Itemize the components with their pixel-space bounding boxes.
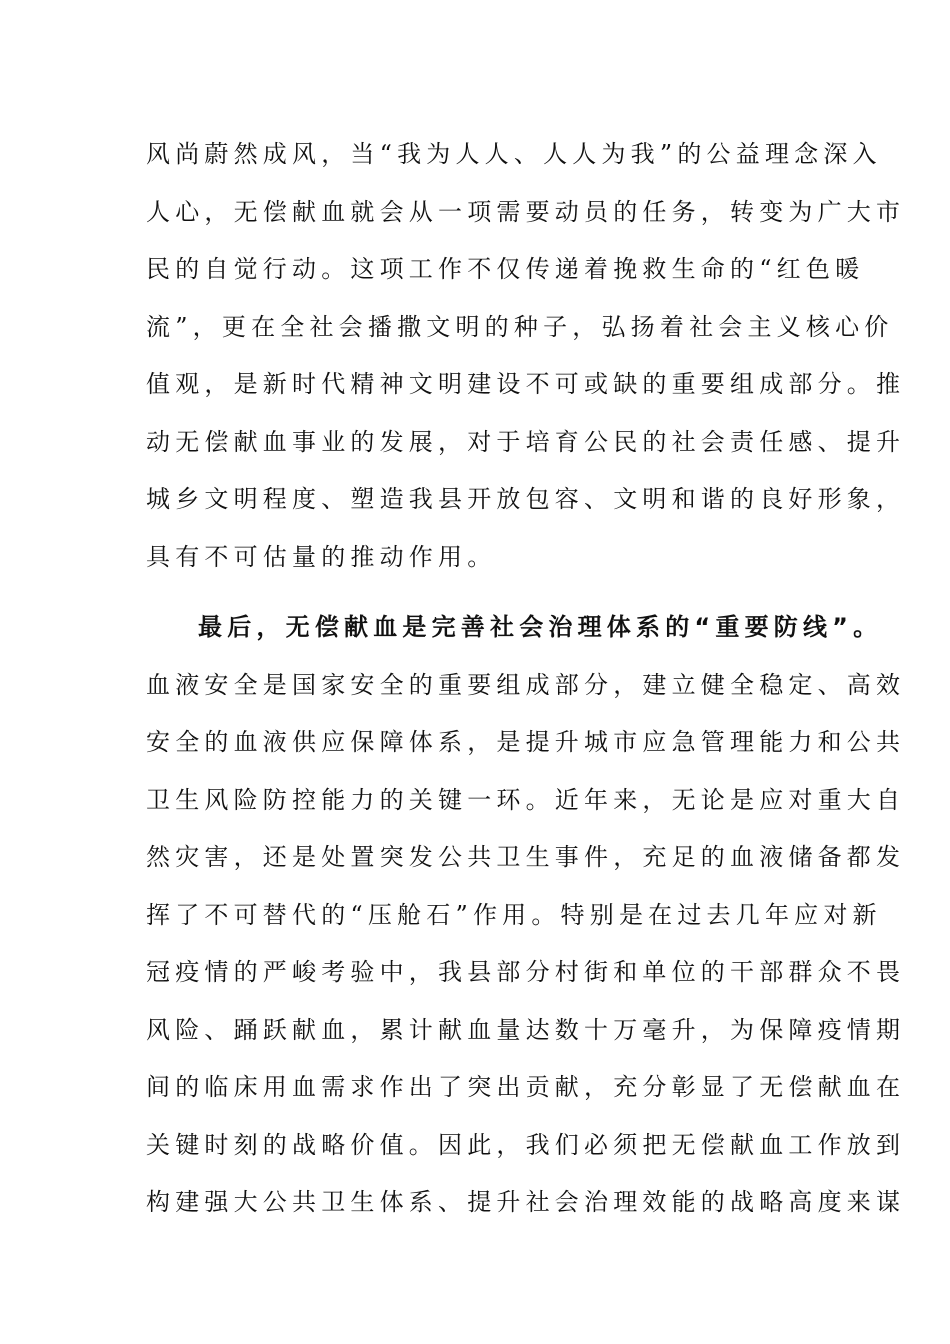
paragraph-line: 构建强大公共卫生体系、提升社会治理效能的战略高度来谋 bbox=[146, 1188, 906, 1216]
paragraph-line: 冠疫情的严峻考验中，我县部分村街和单位的干部群众不畏 bbox=[146, 958, 906, 986]
paragraph-line: 间的临床用血需求作出了突出贡献，充分彰显了无偿献血在 bbox=[146, 1073, 906, 1101]
paragraph-line: 关键时刻的战略价值。因此，我们必须把无偿献血工作放到 bbox=[146, 1130, 906, 1159]
paragraph-governance bbox=[146, 599, 906, 1232]
document-body bbox=[146, 126, 906, 1232]
paragraph-gap bbox=[146, 586, 812, 599]
section-heading: 最后，无偿献血是完善社会治理体系的“重要防线”。 bbox=[198, 613, 883, 641]
paragraph-line: 动无偿献血事业的发展，对于培育公民的社会责任感、提升 bbox=[146, 427, 906, 456]
paragraph-line: 民的自觉行动。这项工作不仅传递着挽救生命的“红色暖 bbox=[146, 255, 865, 283]
paragraph-line: 城乡文明程度、塑造我县开放包容、文明和谐的良好形象， bbox=[146, 485, 906, 513]
paragraph-line: 血液安全是国家安全的重要组成部分，建立健全稳定、高效 bbox=[146, 670, 906, 699]
paragraph-civilization bbox=[146, 126, 906, 586]
paragraph-line: 风险、踊跃献血，累计献血量达数十万毫升，为保障疫情期 bbox=[146, 1015, 906, 1044]
paragraph-line: 具有不可估量的推动作用。 bbox=[146, 542, 497, 571]
paragraph-line: 挥了不可替代的“压舱石”作用。特别是在过去几年应对新 bbox=[146, 900, 882, 929]
paragraph-line: 人心，无偿献血就会从一项需要动员的任务，转变为广大市 bbox=[146, 197, 906, 226]
paragraph-line: 安全的血液供应保障体系，是提升城市应急管理能力和公共 bbox=[146, 728, 906, 756]
paragraph-line: 卫生风险防控能力的关键一环。近年来，无论是应对重大自 bbox=[146, 785, 906, 814]
paragraph-line: 风尚蔚然成风，当“我为人人、人人为我”的公益理念深入 bbox=[146, 140, 882, 168]
paragraph-line: 值观，是新时代精神文明建设不可或缺的重要组成部分。推 bbox=[146, 370, 906, 398]
paragraph-line: 流”，更在全社会播撒文明的种子，弘扬着社会主义核心价 bbox=[146, 312, 894, 341]
paragraph-line: 然灾害，还是处置突发公共卫生事件，充足的血液储备都发 bbox=[146, 843, 906, 871]
